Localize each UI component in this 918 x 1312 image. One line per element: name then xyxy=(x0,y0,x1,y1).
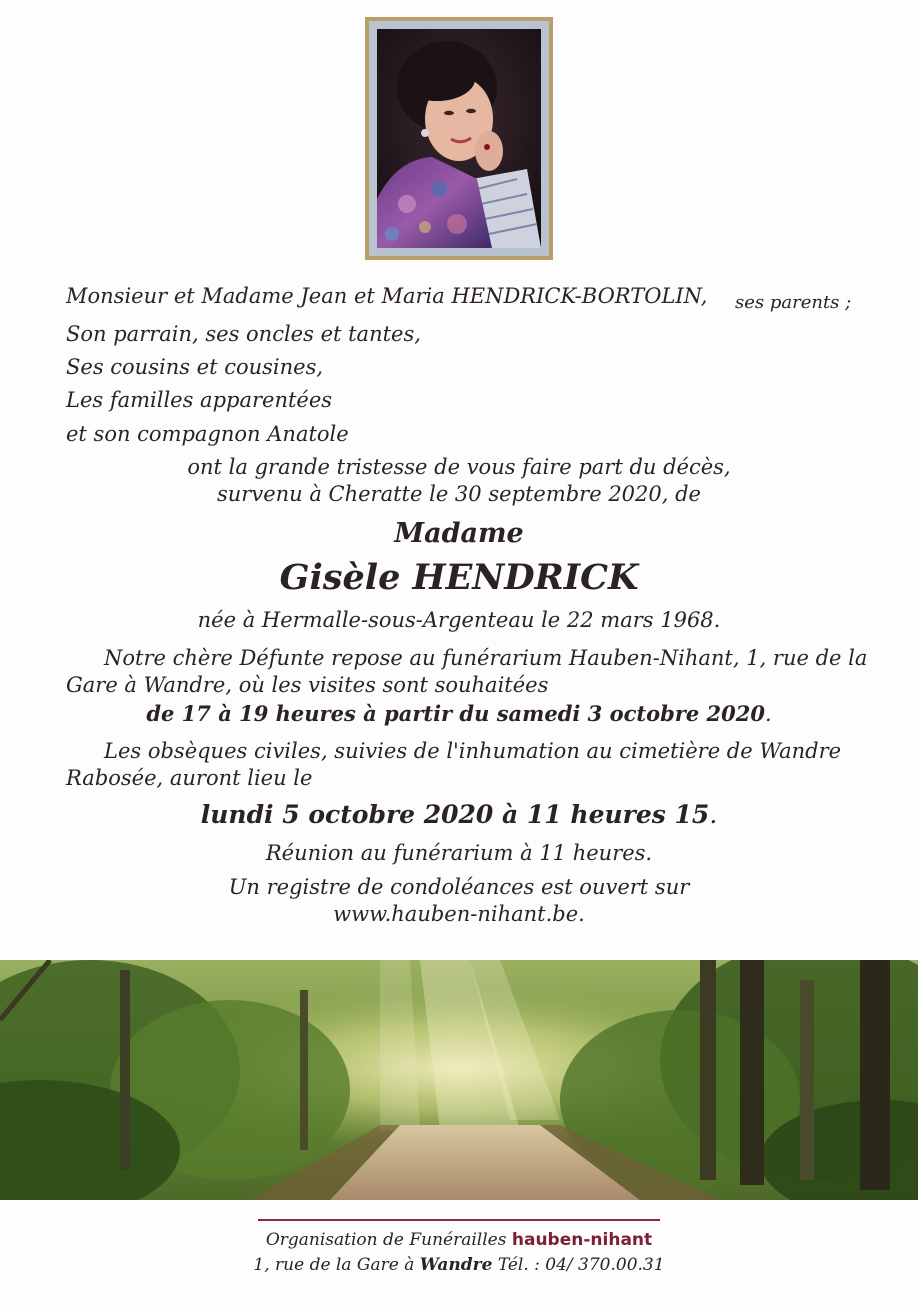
visit-hours-end: . xyxy=(764,702,772,726)
footer-address-prefix: 1, rue de la Gare à xyxy=(253,1255,415,1275)
family-line: et son compagnon Anatole xyxy=(66,422,349,446)
funeral-date xyxy=(0,799,918,831)
birth-line: née à Hermalle-sous-Argenteau le 22 mars 1968. xyxy=(197,608,721,632)
funeral-date-bold: lundi 5 octobre 2020 à 11 heures 15 xyxy=(200,800,710,829)
parents-role: ses parents ; xyxy=(735,292,852,313)
visit-hours xyxy=(0,701,918,727)
deceased-name: Gisèle HENDRICK xyxy=(279,557,639,598)
portrait-photo xyxy=(377,29,541,248)
portrait-mat xyxy=(369,21,549,256)
visit-line: Gare à Wandre, où les visites sont souhaitées xyxy=(66,673,549,697)
deceased-title: Madame xyxy=(394,518,524,549)
footer-town: Wandre xyxy=(419,1255,493,1275)
footer-address xyxy=(0,1254,918,1276)
portrait-frame xyxy=(365,17,553,260)
footer-phone: Tél. : 04/ 370.00.31 xyxy=(497,1255,665,1275)
registry-line: Un registre de condoléances est ouvert sur xyxy=(228,875,690,899)
footer-org-prefix: Organisation de Funérailles xyxy=(265,1230,507,1250)
parents-line: Monsieur et Madame Jean et Maria HENDRICK-BORTOLIN, xyxy=(66,284,708,308)
funeral-line: Rabosée, auront lieu le xyxy=(66,766,313,790)
footer-divider xyxy=(258,1219,660,1221)
visit-hours-bold: de 17 à 19 heures à partir du samedi 3 octobre 2020 xyxy=(146,701,765,726)
registry-url: www.hauben-nihant.be. xyxy=(333,902,585,926)
announce-line: ont la grande tristesse de vous faire part du décès, xyxy=(187,455,731,479)
visit-line: Notre chère Défunte repose au funérarium Hauben-Nihant, 1, rue de la xyxy=(104,646,868,670)
family-line: Son parrain, ses oncles et tantes, xyxy=(66,322,421,346)
meeting-line: Réunion au funérarium à 11 heures. xyxy=(265,841,653,865)
footer-organization xyxy=(0,1229,918,1251)
funeral-date-end: . xyxy=(709,800,718,829)
forest-image xyxy=(0,960,918,1200)
announce-line: survenu à Cheratte le 30 septembre 2020, de xyxy=(216,482,701,506)
family-line: Les familles apparentées xyxy=(66,388,333,412)
family-line: Ses cousins et cousines, xyxy=(66,355,324,379)
brand-logo-text: hauben-nihant xyxy=(511,1230,653,1250)
funeral-line: Les obsèques civiles, suivies de l'inhumation au cimetière de Wandre xyxy=(104,739,842,763)
